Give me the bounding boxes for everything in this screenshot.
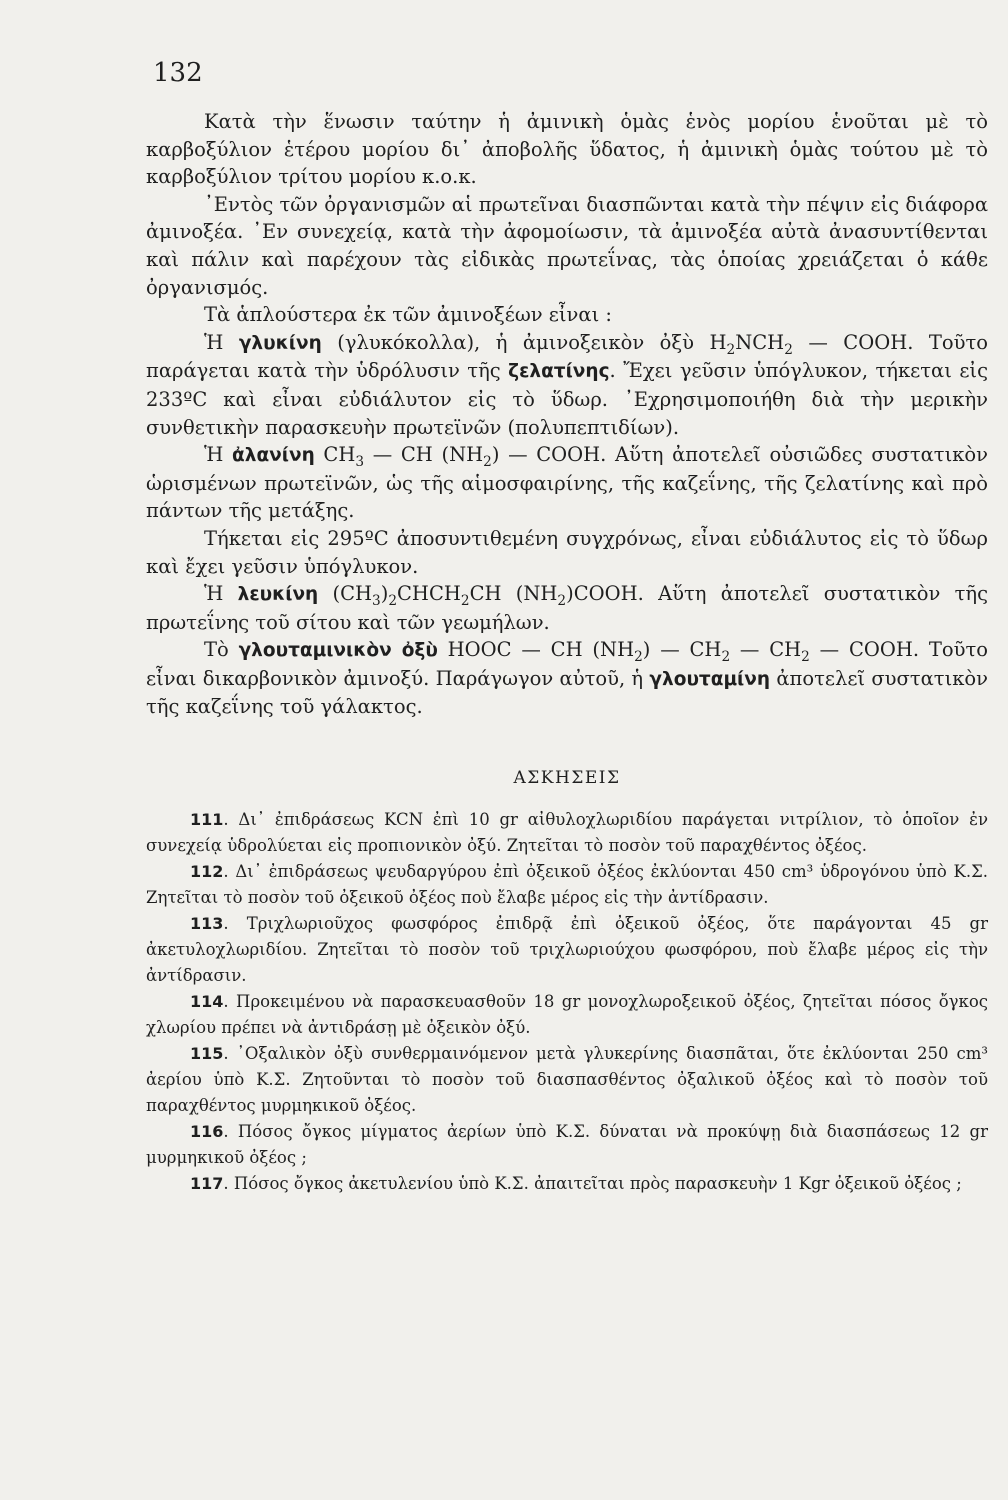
exercises-heading: ΑΣΚΗΣΕΙΣ: [513, 768, 621, 789]
formula-alanine: $CH_3$ — CH $(NH_2)$ — COOH.: [323, 443, 607, 471]
formula-glycine: $H_2NCH_2$ — COOH.: [709, 330, 914, 358]
exercise-number: 112: [190, 861, 224, 881]
paragraph-leucine: Ἡ λευκίνη $(CH_3)_2CHCH_2CH$ $(NH_2)COOH$. Αὕτη ἀποτελεῖ συστατικὸν τῆς πρωτεΐνης τοῦ σίτου καὶ τῶν γεωμήλων.: [146, 582, 988, 634]
paragraph-glutamic-acid: Τὸ γλουταμινικὸν ὀξὺ HOOC — CH $(NH_2)$ — $CH_2$ — $CH_2$ — COOH. Τοῦτο εἶναι δικαρβονικὸν ἀμινοξύ. Παράγωγον αὐτοῦ, ἡ γλουταμίνη ἀποτελεῖ συστατικὸν τῆς καζεΐνης τοῦ γάλακτος.: [146, 638, 989, 719]
page-number: 132: [153, 58, 203, 88]
exercise-number: 111: [190, 809, 224, 829]
formula-glutamic-acid: HOOC — CH $(NH_2)$ — $CH_2$ — $CH_2$ — COOH.: [447, 638, 920, 666]
exercise-number: 116: [190, 1121, 224, 1141]
paragraph-alanine: Ἡ ἀλανίνη $CH_3$ — CH $(NH_2)$ — COOH. Αὕτη ἀποτελεῖ οὐσιῶδες συστατικὸν ὡρισμένων πρωτεϊνῶν, ὡς τῆς αἱμοσφαιρίνης, τῆς καζεΐνης, τῆς ζελατίνης καὶ πρὸ πάντων τῆς μετάξης.: [146, 443, 989, 523]
paragraph-glycine: Ἡ γλυκίνη (γλυκόκολλα), ἡ ἀμινοξεικὸν ὀξὺ $H_2NCH_2$ — COOH. Τοῦτο παράγεται κατὰ τὴν ὑδρόλυσιν τῆς ζελατίνης. Ἔχει γεῦσιν ὑπόγλυκον, τήκεται εἰς 233ºC καὶ εἶναι εὐδιάλυτον εἰς τὸ ὕδωρ. ᾽Εχρησιμοποιήθη διὰ τὴν μερικὴν συνθετικὴν παρασκευὴν πρωτεϊνῶν (πολυπεπτιδίων).: [146, 330, 989, 439]
term-alanine: ἀλανίνη: [232, 445, 315, 467]
paragraph-alanine-properties: Τήκεται εἰς 295ºC ἀποσυντιθεμένη συγχρόνως, εἶναι εὐδιάλυτος εἰς τὸ ὕδωρ καὶ ἔχει γεῦσιν ὑπόγλυκον.: [146, 526, 988, 578]
exercise-item: 117. Πόσος ὄγκος ἀκετυλενίου ὑπὸ Κ.Σ. ἀπαιτεῖται πρὸς παρασκευὴν 1 Kgr ὀξεικοῦ ὀξέος ;: [190, 1173, 962, 1193]
exercise-list: [146, 807, 988, 1197]
paragraph-simplest-aminoacids: Τὰ ἁπλούστερα ἐκ τῶν ἀμινοξέων εἶναι :: [204, 303, 612, 327]
term-gelatin: ζελατίνης: [508, 361, 610, 383]
paragraph-peptide-bond: Κατὰ τὴν ἕνωσιν ταύτην ἡ ἀμινικὴ ὁμὰς ἑνὸς μορίου ἑνοῦται μὲ τὸ καρβοξύλιον ἑτέρου μορίου δι᾽ ἀποβολῆς ὕδατος, ἡ ἀμινικὴ ὁμὰς τούτου μὲ τὸ καρβοξύλιον τρίτου μορίου κ.ο.κ.: [146, 110, 988, 189]
term-glutamic-acid: γλουταμινικὸν ὀξὺ: [238, 640, 438, 662]
term-leucine: λευκίνη: [237, 584, 319, 606]
formula-leucine: $(CH_3)_2CHCH_2CH$ $(NH_2)COOH$.: [332, 582, 644, 609]
term-glycine: γλυκίνη: [238, 332, 322, 354]
exercise-item: 116. Πόσος ὄγκος μίγματος ἀερίων ὑπὸ Κ.Σ. δύναται νὰ προκύψῃ διὰ διασπάσεως 12 gr μυρμηκικοῦ ὀξέος ;: [146, 1121, 988, 1167]
exercise-number: 115: [190, 1043, 224, 1063]
exercise-number: 114: [190, 991, 224, 1011]
exercise-item: 111. Δι᾽ ἐπιδράσεως KCN ἐπὶ 10 gr αἰθυλοχλωριδίου παράγεται νιτρίλιον, τὸ ὁποῖον ἐν συνεχείᾳ ὑδρολύεται εἰς προπιονικὸν ὀξύ. Ζητεῖται τὸ ποσὸν τοῦ παραχθέντος ὀξέος.: [146, 809, 988, 855]
exercise-item: 115. ᾽Οξαλικὸν ὀξὺ συνθερμαινόμενον μετὰ γλυκερίνης διασπᾶται, ὅτε ἐκλύονται 250 cm³ ἀερίου ὑπὸ Κ.Σ. Ζητοῦνται τὸ ποσὸν τοῦ διασπασθέντος ὀξαλικοῦ ὀξέος καὶ τὸ ποσὸν τοῦ παραχθέντος μυρμηκικοῦ ὀξέος.: [146, 1043, 988, 1115]
term-glutamine: γλουταμίνη: [649, 668, 771, 690]
exercise-number: 117: [190, 1173, 224, 1193]
exercise-item: 113. Τριχλωριοῦχος φωσφόρος ἐπιδρᾷ ἐπὶ ὀξεικοῦ ὀξέος, ὅτε παράγονται 45 gr ἀκετυλοχλωριδίου. Ζητεῖται τὸ ποσὸν τοῦ τριχλωριούχου φωσφόρου, ποὺ ἔλαβε μέρος εἰς τὴν ἀντίδρασιν.: [146, 913, 988, 985]
exercise-item: 114. Προκειμένου νὰ παρασκευασθοῦν 18 gr μονοχλωροξεικοῦ ὀξέος, ζητεῖται πόσος ὄγκος χλωρίου πρέπει νὰ ἀντιδράσῃ μὲ ὀξεικὸν ὀξύ.: [146, 991, 988, 1037]
page-body: [146, 108, 988, 1197]
exercise-item: 112. Δι᾽ ἐπιδράσεως ψευδαργύρου ἐπὶ ὀξεικοῦ ὀξέος ἐκλύονται 450 cm³ ὑδρογόνου ὑπὸ Κ.Σ. Ζητεῖται τὸ ποσὸν τοῦ ὀξεικοῦ ὀξέος ποὺ ἔλαβε μέρος εἰς τὴν ἀντίδρασιν.: [146, 861, 988, 907]
paragraph-digestion: ᾽Εντὸς τῶν ὀργανισμῶν αἱ πρωτεῖναι διασπῶνται κατὰ τὴν πέψιν εἰς διάφορα ἀμινοξέα. ᾽Εν συνεχείᾳ, κατὰ τὴν ἀφομοίωσιν, τὰ ἀμινοξέα αὐτὰ ἀνασυντίθενται καὶ πάλιν καὶ παρέχουν τὰς εἰδικὰς πρωτεΐνας, τὰς ὁποίας χρειάζεται ὁ κάθε ὀργανισμός.: [146, 192, 988, 299]
exercise-number: 113: [190, 913, 224, 933]
